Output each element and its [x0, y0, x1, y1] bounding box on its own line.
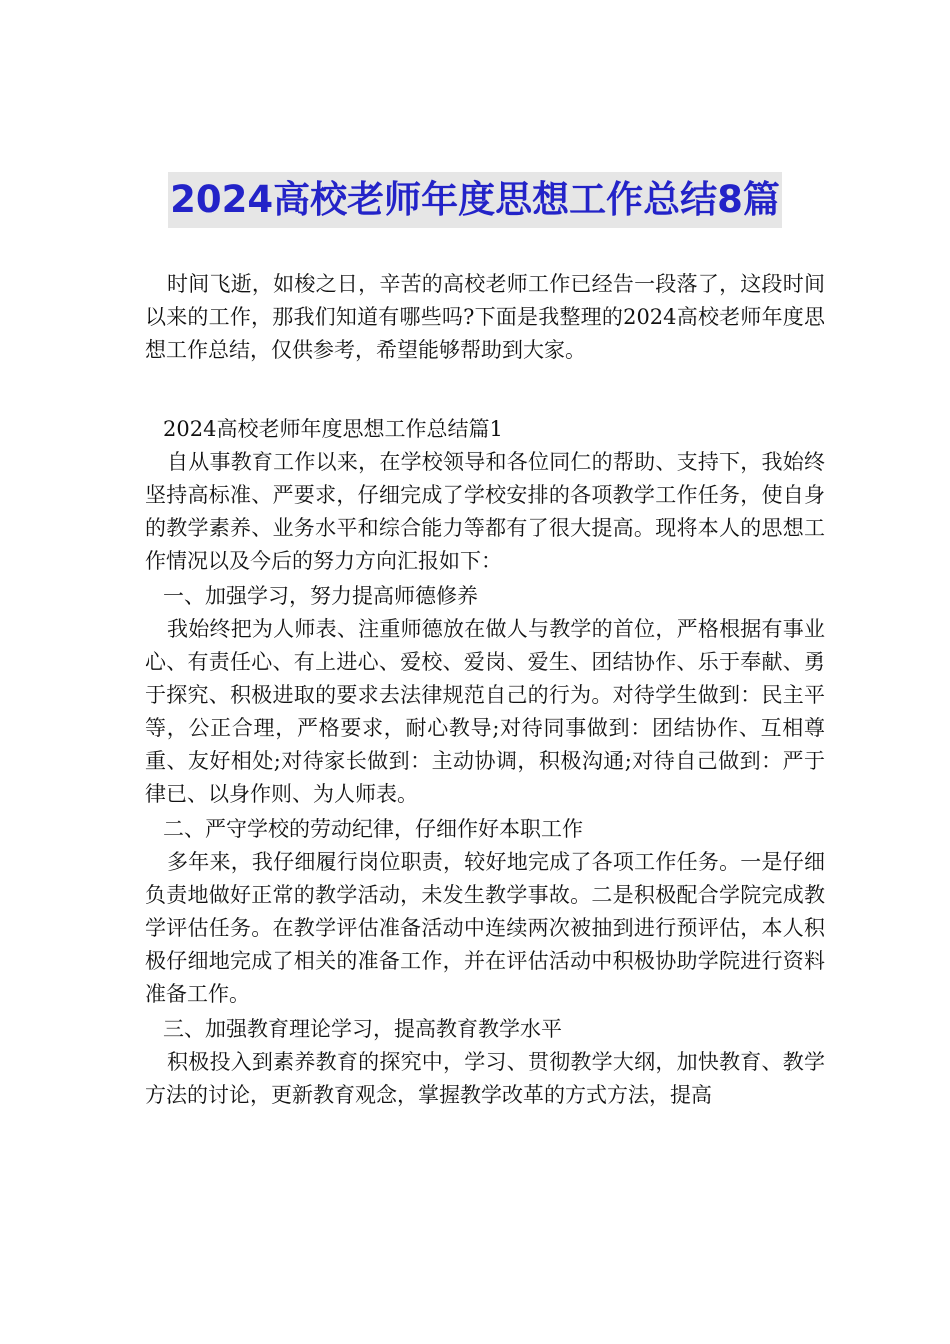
document-title: 2024高校老师年度思想工作总结8篇 [168, 172, 782, 228]
section1-paragraph: 我始终把为人师表、注重师德放在做人与教学的首位，严格根据有事业心、有责任心、有上进心、爱校、爱岗、爱生、团结协作、乐于奉献、勇于探究、积极进取的要求去法律规范自己的行为。对待学生做到：民主平等，公正合理，严格要求，耐心教导;对待同事做到：团结协作、互相尊重、友好相处;对待家长做到：主动协调，积极沟通;对待自己做到：严于律已、以身作则、为人师表。 [145, 617, 825, 806]
section2-title: 二、严守学校的劳动纪律，仔细作好本职工作 [163, 817, 583, 841]
title-container [0, 172, 950, 228]
document-body [145, 268, 825, 1112]
intro-paragraph: 时间飞逝，如梭之日，辛苦的高校老师工作已经告一段落了，这段时间以来的工作，那我们知道有哪些吗?下面是我整理的2024高校老师年度思想工作总结，仅供参考，希望能够帮助到大家。 [145, 272, 825, 362]
section2-paragraph: 多年来，我仔细履行岗位职责，较好地完成了各项工作任务。一是仔细负责地做好正常的教学活动，未发生教学事故。二是积极配合学院完成教学评估任务。在教学评估准备活动中连续两次被抽到进行预评估，本人积极仔细地完成了相关的准备工作，并在评估活动中积极协助学院进行资料准备工作。 [145, 850, 825, 1006]
section3-paragraph: 积极投入到素养教育的探究中，学习、贯彻教学大纲，加快教育、教学方法的讨论，更新教育观念，掌握教学改革的方式方法，提高 [145, 1050, 825, 1107]
part1-heading: 2024高校老师年度思想工作总结篇1 [163, 417, 503, 441]
part1-opening-paragraph: 自从事教育工作以来，在学校领导和各位同仁的帮助、支持下，我始终坚持高标准、严要求，仔细完成了学校安排的各项教学工作任务，使自身的教学素养、业务水平和综合能力等都有了很大提高。现将本人的思想工作情况以及今后的努力方向汇报如下： [145, 450, 825, 573]
section1-title: 一、加强学习，努力提高师德修养 [163, 584, 478, 608]
section3-title: 三、加强教育理论学习，提高教育教学水平 [163, 1017, 562, 1041]
paragraph-spacer [145, 367, 825, 413]
